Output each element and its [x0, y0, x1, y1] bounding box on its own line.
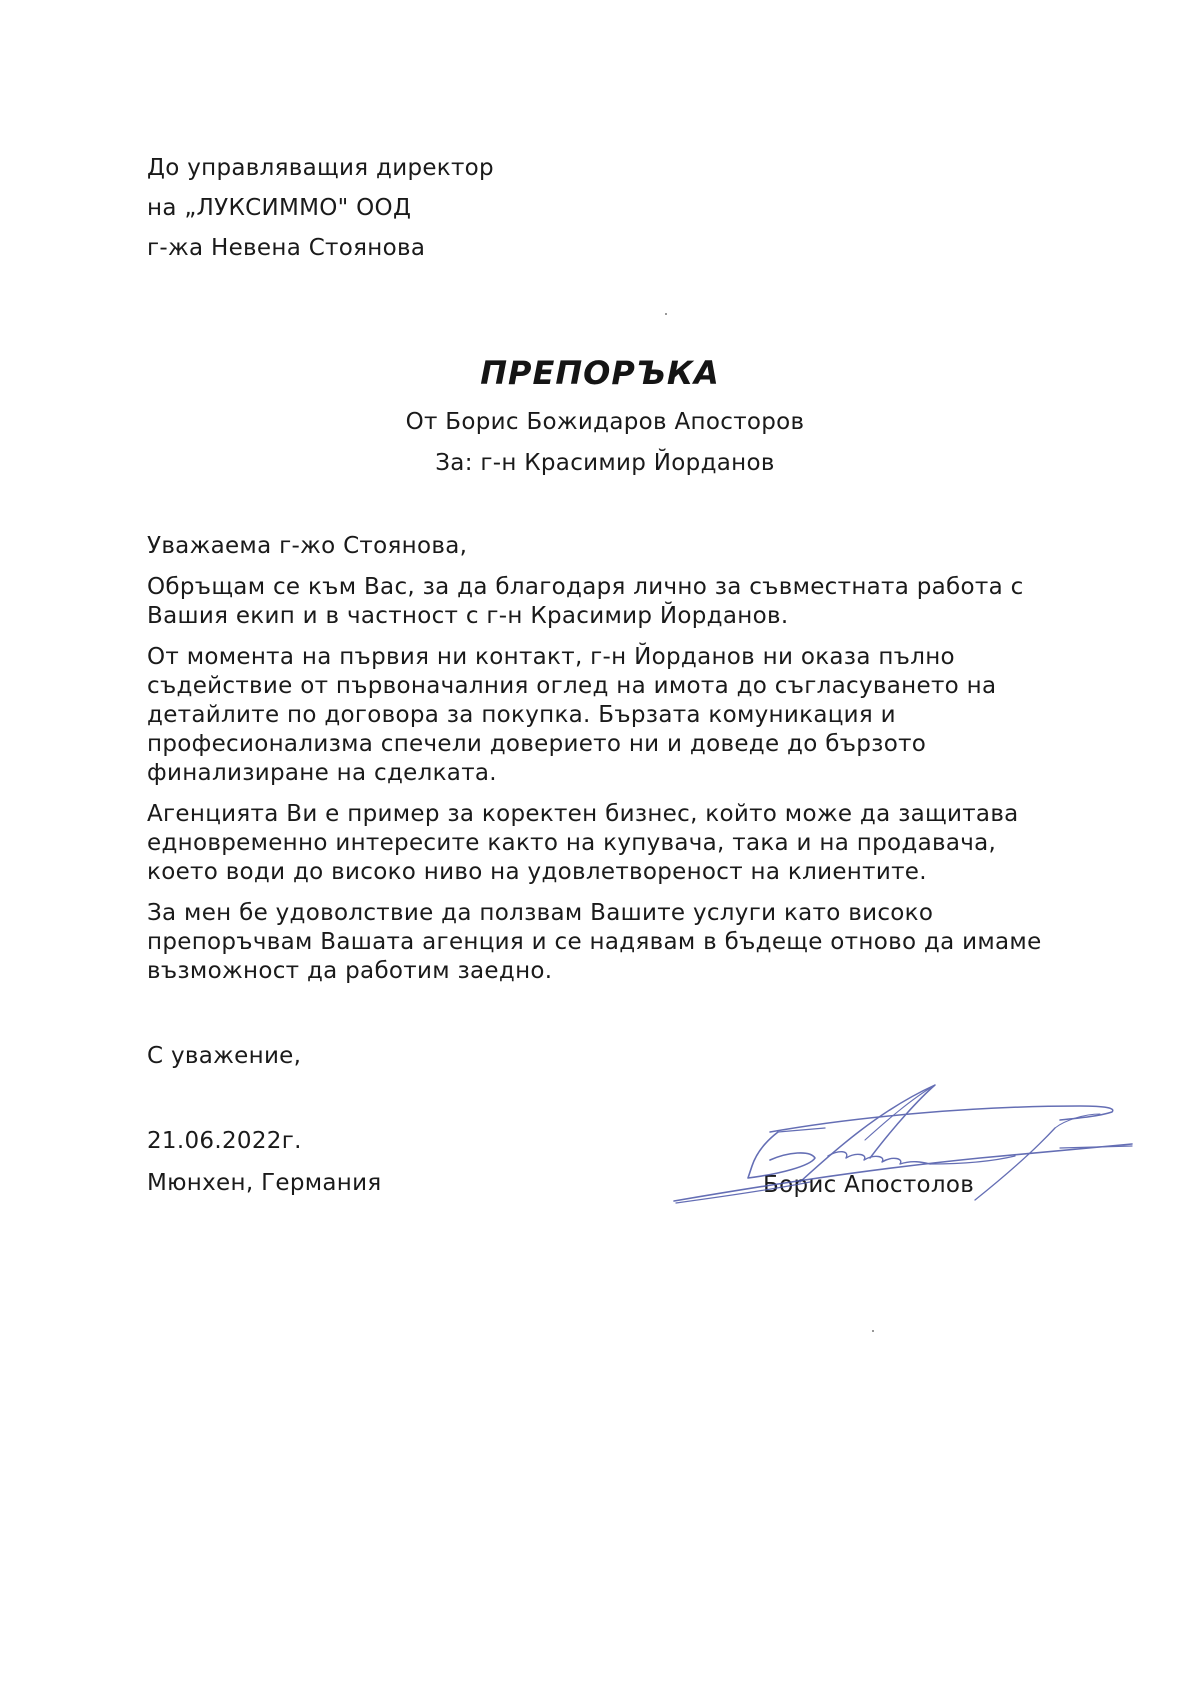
paragraph-line: финализиране на сделката. [147, 760, 497, 786]
paragraph-1 [147, 573, 1077, 631]
paragraph-line: което води до високо ниво на удовлетвореност на клиентите. [147, 859, 927, 885]
document-title: ПРЕПОРЪКА [480, 354, 720, 392]
paragraph-4 [147, 899, 1077, 986]
letter-body [147, 532, 1077, 998]
paragraph-line: детайлите по договора за покупка. Бързата комуникация и [147, 702, 896, 728]
recommendation-from: От Борис Божидаров Апосторов [405, 409, 805, 435]
salutation: Уважаема г-жо Стоянова, [147, 533, 468, 559]
paragraph-line: Обръщам се към Вас, за да благодаря лично за съвместната работа с [147, 574, 1024, 600]
paragraph-line: възможност да работим заедно. [147, 958, 553, 984]
paragraph-2 [147, 643, 1077, 788]
paragraph-line: От момента на първия ни контакт, г-н Йорданов ни оказа пълно [147, 644, 955, 670]
scan-speck [665, 313, 667, 315]
closing-phrase: С уважение, [147, 1043, 302, 1069]
handwritten-signature-icon [660, 1070, 1140, 1220]
letter-date: 21.06.2022г. [147, 1128, 302, 1154]
addressee-block [147, 148, 494, 268]
addressee-line-position: До управляващия директор [147, 155, 494, 181]
paragraph-line: Агенцията Ви е пример за коректен бизнес, който може да защитава [147, 801, 1019, 827]
paragraph-line: Вашия екип и в частност с г-н Красимир Йорданов. [147, 603, 789, 629]
addressee-line-name: г-жа Невена Стоянова [147, 235, 426, 261]
paragraph-line: съдействие от първоначалния оглед на имота до съгласуването на [147, 673, 997, 699]
signer-name: Борис Апостолов [763, 1172, 975, 1198]
recommendation-for: За: г-н Красимир Йорданов [435, 450, 775, 476]
paragraph-line: едновременно интересите както на купувача, така и на продавача, [147, 830, 997, 856]
paragraph-line: препоръчвам Вашата агенция и се надявам в бъдеще отново да имаме [147, 929, 1042, 955]
addressee-line-company: на „ЛУКСИММО" ООД [147, 195, 412, 221]
paragraph-line: професионализма спечели доверието ни и доведе до бързото [147, 731, 927, 757]
scan-speck [872, 1330, 874, 1332]
paragraph-line: За мен бе удоволствие да ползвам Вашите услуги като високо [147, 900, 934, 926]
paragraph-3 [147, 800, 1077, 887]
letter-place: Мюнхен, Германия [147, 1170, 382, 1196]
